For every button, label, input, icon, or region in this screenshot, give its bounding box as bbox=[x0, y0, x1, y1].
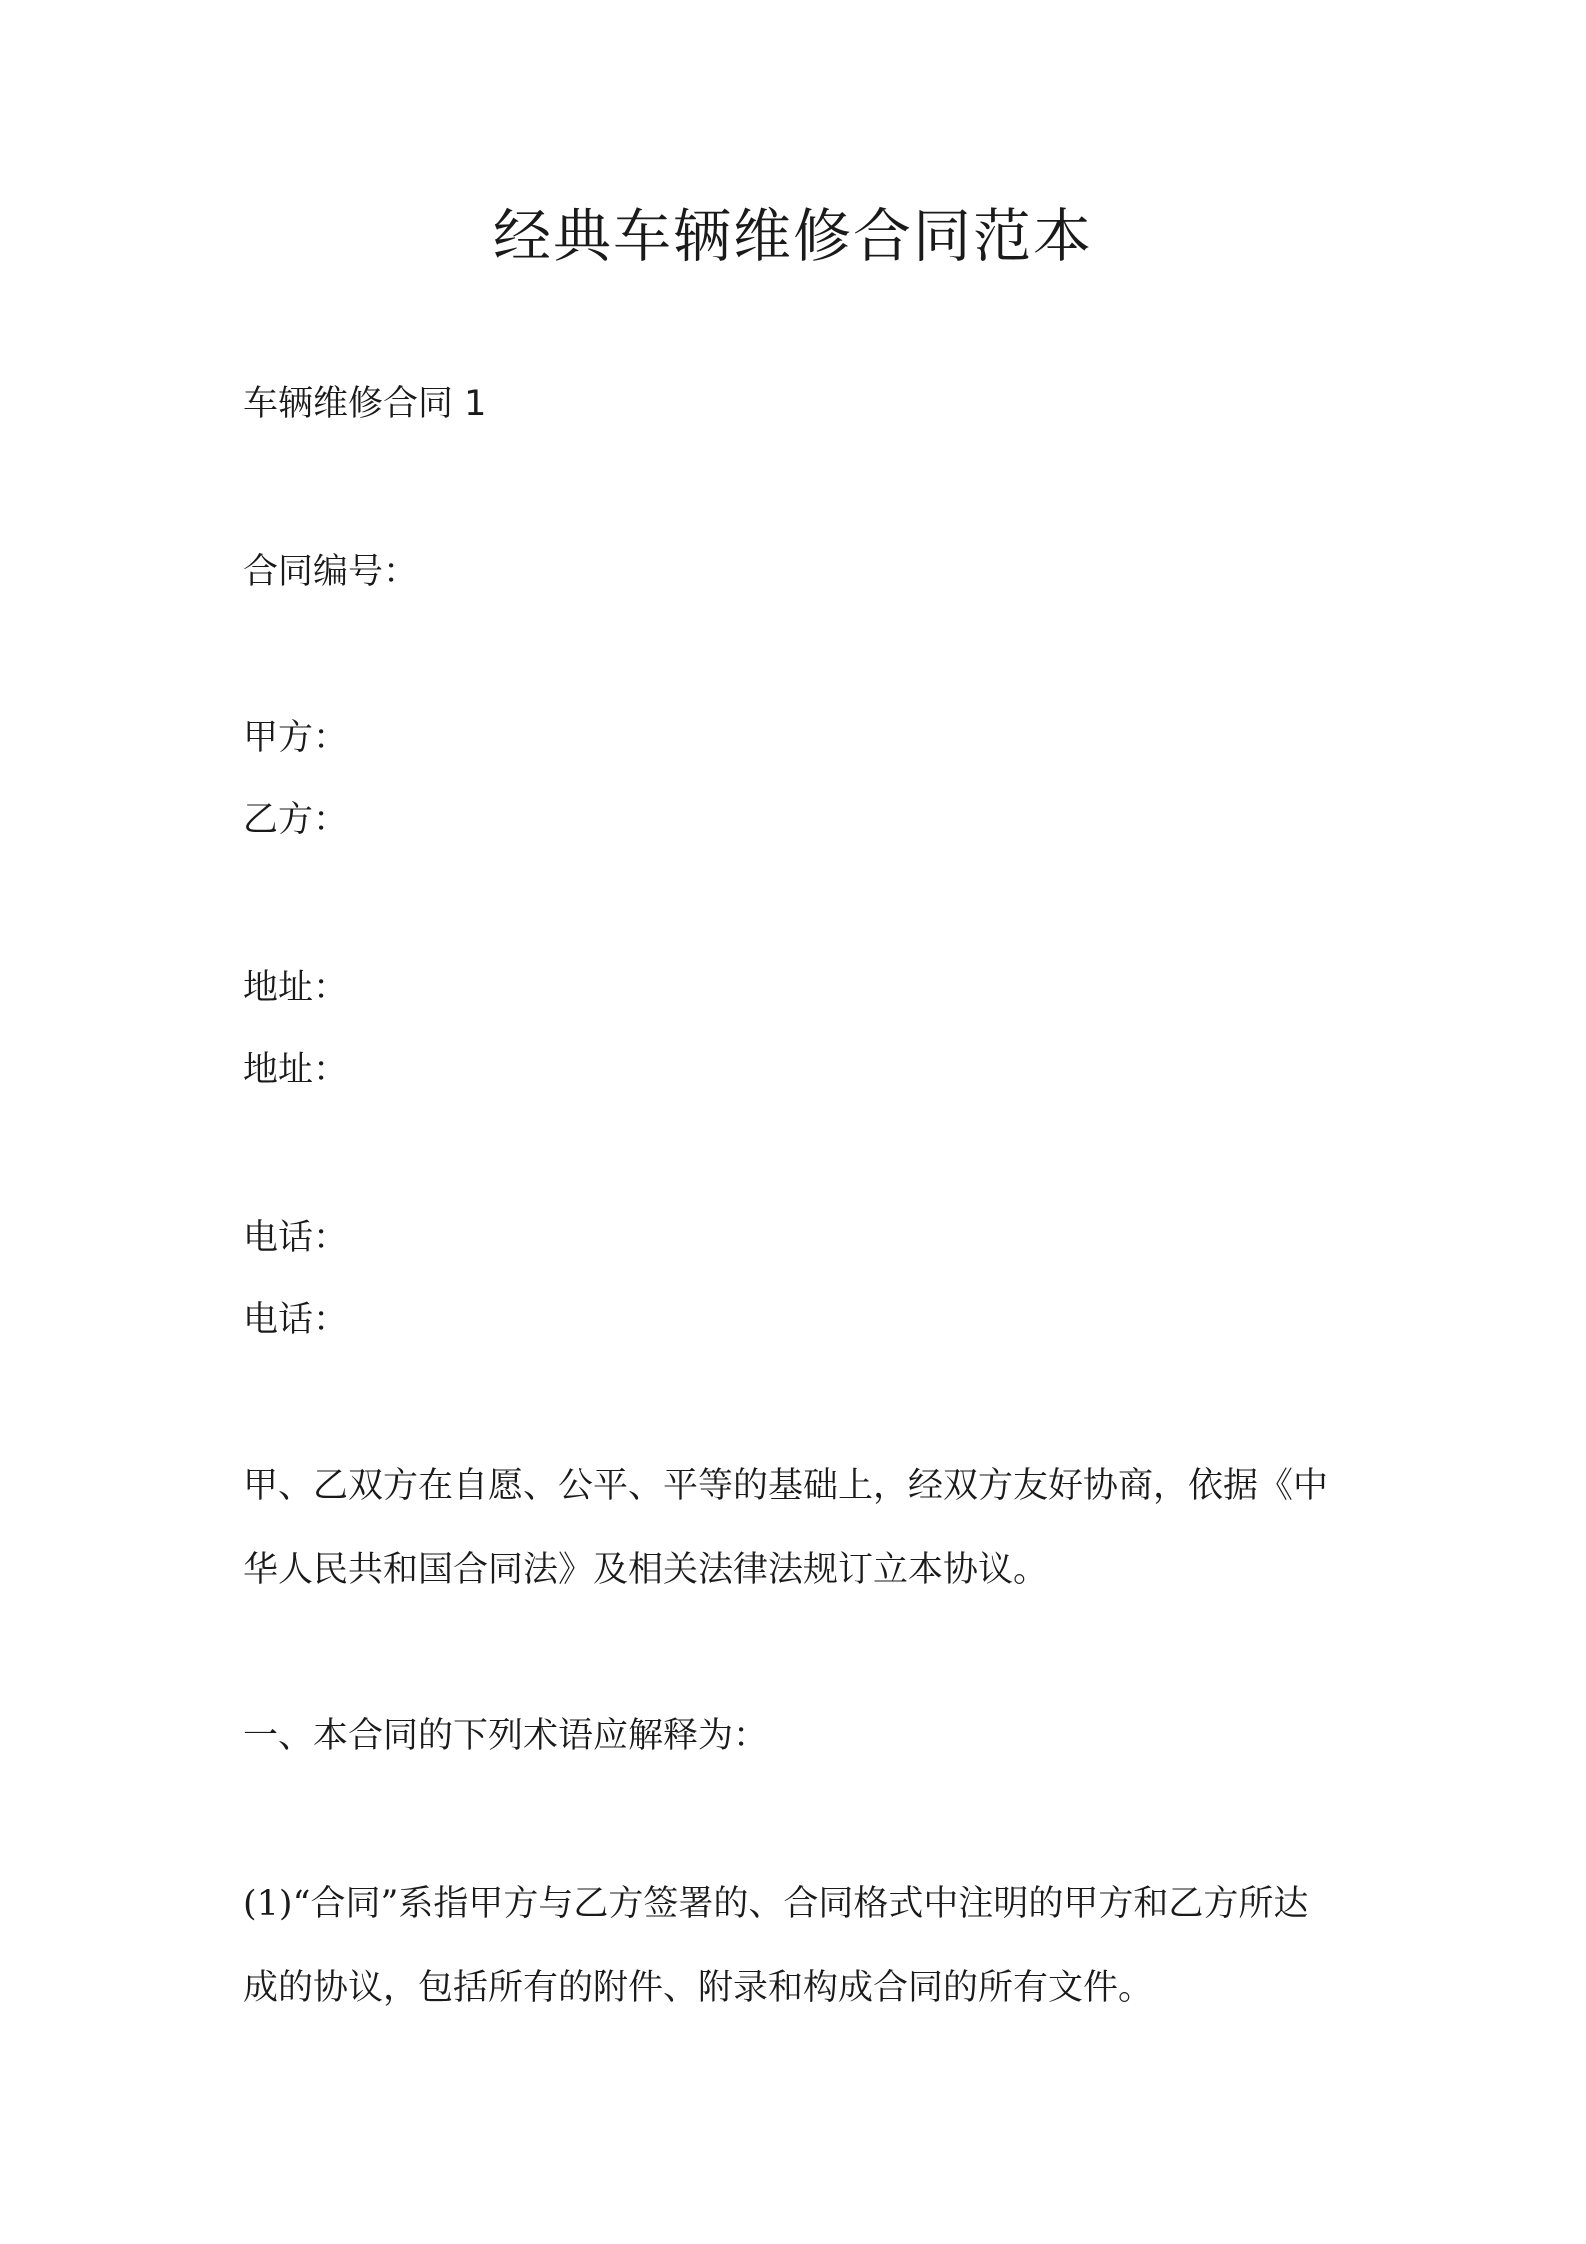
party-a-address-label: 地址： bbox=[243, 968, 349, 1008]
contract-subtitle: 车辆维修合同 1 bbox=[243, 384, 487, 424]
section-1-heading-text: 一、本合同的下列术语应解释为： bbox=[243, 1716, 769, 1756]
section-1-heading bbox=[243, 1694, 1353, 1778]
contract-number-label: 合同编号： bbox=[243, 552, 419, 592]
party-a-phone-label: 电话： bbox=[243, 1218, 349, 1258]
clause-1-line-2: 成的协议，包括所有的附件、附录和构成合同的所有文件。 bbox=[243, 1968, 1154, 2008]
party-b-phone-label: 电话： bbox=[243, 1300, 349, 1340]
party-a-label: 甲方： bbox=[243, 718, 349, 758]
clause-1-line-1: (1)“合同”系指甲方与乙方签署的、合同格式中注明的甲方和乙方所达 bbox=[243, 1884, 1309, 1924]
party-b-address-label: 地址： bbox=[243, 1050, 349, 1090]
preamble-paragraph bbox=[243, 1444, 1353, 1612]
preamble-line-1: 甲、乙双方在自愿、公平、平等的基础上，经双方友好协商，依据《中 bbox=[243, 1466, 1329, 1506]
document-title: 经典车辆维修合同范本 bbox=[492, 202, 1093, 270]
party-b-label: 乙方： bbox=[243, 800, 349, 840]
clause-1-paragraph bbox=[243, 1862, 1353, 2030]
preamble-line-2: 华人民共和国合同法》及相关法律法规订立本协议。 bbox=[243, 1550, 1049, 1590]
